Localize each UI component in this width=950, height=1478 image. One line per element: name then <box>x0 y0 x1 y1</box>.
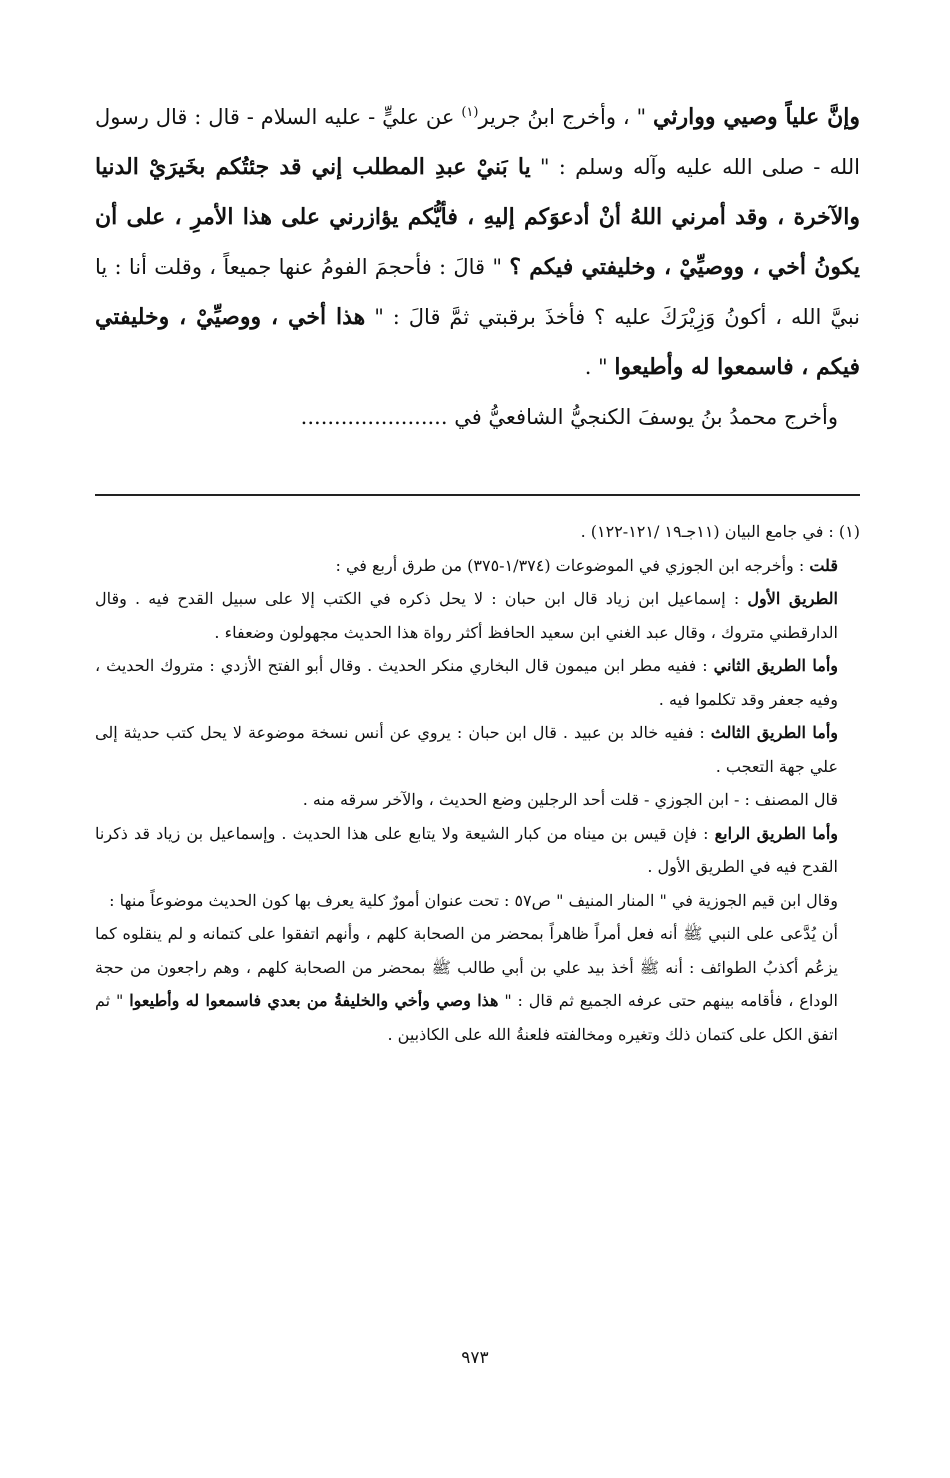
text-span: " ، وأخرج ابنُ جرير <box>478 105 654 129</box>
footnotes <box>95 515 860 1051</box>
text-span: : فإن قيس بن ميناه من كبار الشيعة ولا يتابع على هذا الحديث . وإسماعيل بن زياد قد ذكرنا القدح فيه في الطريق الأول . <box>95 823 838 876</box>
footnote-para <box>95 549 860 583</box>
text-span: أن يُدَّعى على النبي ﷺ أنه فعل أمراً ظاهراً بمحضر من الصحابة كلهم ، وأنهم اتفقوا على كتمانه و لم ينقلوه كما يزعُم أكذبُ الطوائف : أنه ﷺ أخذ بيد علي بن أبي طالب ﷺ بمحضر من الصحابة كلهم ، وهم راجعون من حجة الوداع ، فأقامه بينهم حتى عرفه الجميع ثم قال : " <box>95 924 838 1010</box>
text-span: " . <box>584 355 615 379</box>
text-span: " قالَ : فأحجمَ الفومُ عنها جميعاً ، وقلت أنا : يا نبيَّ الله ، أكونُ وَزِيْرَكَ عليه ؟ فأخذَ برقبتي ثمَّ قالَ : " <box>95 255 861 329</box>
footnote-para <box>95 582 860 649</box>
footnote-para: قال المصنف : - ابن الجوزي - قلت أحد الرجلين وضع الحديث ، والآخر سرقه منه . <box>302 790 838 809</box>
main-paragraph-1 <box>95 92 860 392</box>
text-span: : وأخرجه ابن الجوزي في الموضوعات (١/٣٧٤-٣٧٥) من طرق أربع في : <box>335 555 810 575</box>
main-paragraph-2: وأخرج محمدُ بنُ يوسفَ الكنجيُّ الشافعيُّ في ...................... <box>300 405 838 429</box>
page-number: ٩٧٣ <box>461 1348 489 1368</box>
footnote-para <box>95 649 860 716</box>
footnote-para <box>95 817 860 884</box>
text-span: " ثم اتفق الكل على كتمان ذلك وتغيره ومخالفته فلعنةُ الله على الكاذبين . <box>95 991 838 1044</box>
main-text <box>95 92 860 442</box>
bold-quote: هذا وصي وأخي والخليفةُ من بعدي فاسمعوا له وأطيعوا <box>129 991 499 1010</box>
footnote-para <box>95 716 860 783</box>
footnote-para: وقال ابن قيم الجوزية في " المنار المنيف " ص٥٧ : تحت عنوان أمورٌ كلية يعرف بها كون الحديث موضوعاً منها : <box>109 890 838 910</box>
footnote-para <box>95 917 860 1051</box>
bold-term: قلت <box>809 555 838 575</box>
bold-term: وأما الطريق الرابع <box>714 823 838 843</box>
text-span: : ففيه خالد بن عبيد . قال ابن حبان : يروي عن أنس نسخة موضوعة لا يحل كتب حديثة إلى علي جهة التعجب . <box>95 723 838 776</box>
footnote-ref: (١) <box>461 105 479 120</box>
bold-quote-3: هذا أخي ، ووصيِّيْ ، وخليفتي فيكم ، فاسمعوا له وأطيعوا <box>95 304 860 380</box>
text-span: : إسماعيل ابن زياد قال ابن حبان : لا يحل ذكره في الكتب إلا على سبيل القدح فيه . وقال الدارقطني متروك ، وقال عبد الغني ابن سعيد الحافظ أكثر رواة هذا الحديث مجهولون وضعفاء . <box>95 589 838 642</box>
bold-term: الطريق الأول <box>747 589 838 608</box>
bold-quote-2: يا بَنيْ عبدِ المطلب إني قد جئتُكم بخَيرَيْ الدنيا والآخرة ، وقد أمرني اللهُ أنْ أدعوَكم إليهِ ، فأيُّكم يؤازرني على هذا الأمرِ ، على أن يكونُ أخي ، ووصيِّيْ ، وخليفتي فيكم ؟ <box>95 154 861 280</box>
text-span: : ففيه مطر ابن ميمون قال البخاري منكر الحديث . وقال أبو الفتح الأزدي : متروك الحديث ، وفيه جعفر وقد تكلموا فيه . <box>95 656 838 709</box>
footnote-1: (١) : في جامع البيان (١١جـ١٩ /١٢١-١٢٢) . <box>580 522 860 541</box>
bold-quote-1: وإنَّ علياً وصيي ووارثي <box>653 104 860 130</box>
text-span: عن عليٍّ - عليه السلام - قال : قال رسول الله - صلى الله عليه وآله وسلم : " <box>95 105 860 179</box>
bold-term: وأما الطريق الثالث <box>710 723 839 742</box>
bold-term: وأما الطريق الثاني <box>713 656 839 675</box>
footnote-divider <box>95 494 860 496</box>
